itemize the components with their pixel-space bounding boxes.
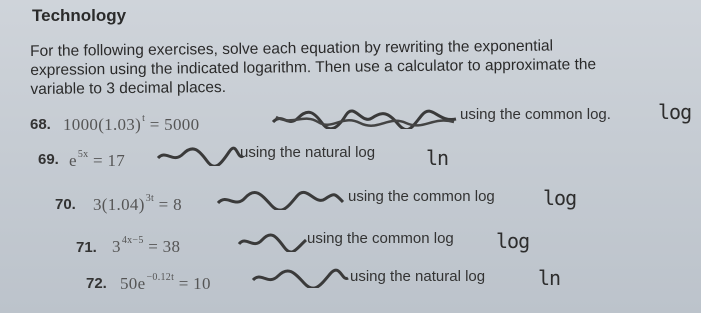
crossed-out-scribble <box>270 109 460 129</box>
crossed-out-scribble <box>155 146 245 166</box>
crossed-out-scribble <box>215 190 345 210</box>
handwritten-answer: log <box>543 186 577 210</box>
method-phrase: using the common log. <box>460 106 611 123</box>
exercise-equation: $3(1.04)^{3t} = 8$ <box>93 193 182 214</box>
crossed-out-scribble <box>250 268 350 288</box>
crossed-out-scribble <box>236 232 308 252</box>
instructions <box>30 35 701 99</box>
section-title: Technology <box>32 6 127 25</box>
method-phrase: using the common log <box>348 188 495 205</box>
handwritten-answer: ln <box>426 146 449 170</box>
instructions-line: variable to 3 decimal places. <box>30 78 227 98</box>
exercise-number: 70. <box>55 196 76 213</box>
exercise-equation: $e^{5x} = 17$ <box>69 149 126 170</box>
exercise-number: 68. <box>30 116 51 133</box>
exercise-number: 71. <box>76 239 97 256</box>
exercise-equation: $1000(1.03)^t = 5000$ <box>63 113 200 134</box>
method-phrase: using the natural log <box>350 268 486 285</box>
instructions-line: For the following exercises, solve each equation by rewriting the exponential <box>30 37 554 60</box>
method-phrase: using the common log <box>307 230 454 247</box>
method-phrase: using the natural log <box>240 144 376 161</box>
instructions-line: expression using the indicated logarithm. Then use a calculator to approximate the <box>30 56 597 79</box>
exercise-equation: $3^{4x-5} = 38$ <box>112 235 181 256</box>
exercise-number: 72. <box>86 275 107 292</box>
exercise-equation: $50e^{-0.12t} = 10$ <box>120 272 211 293</box>
handwritten-answer: ln <box>538 266 561 290</box>
handwritten-answer: log <box>658 100 692 124</box>
handwritten-answer: log <box>496 229 530 253</box>
exercise-number: 69. <box>38 151 59 168</box>
